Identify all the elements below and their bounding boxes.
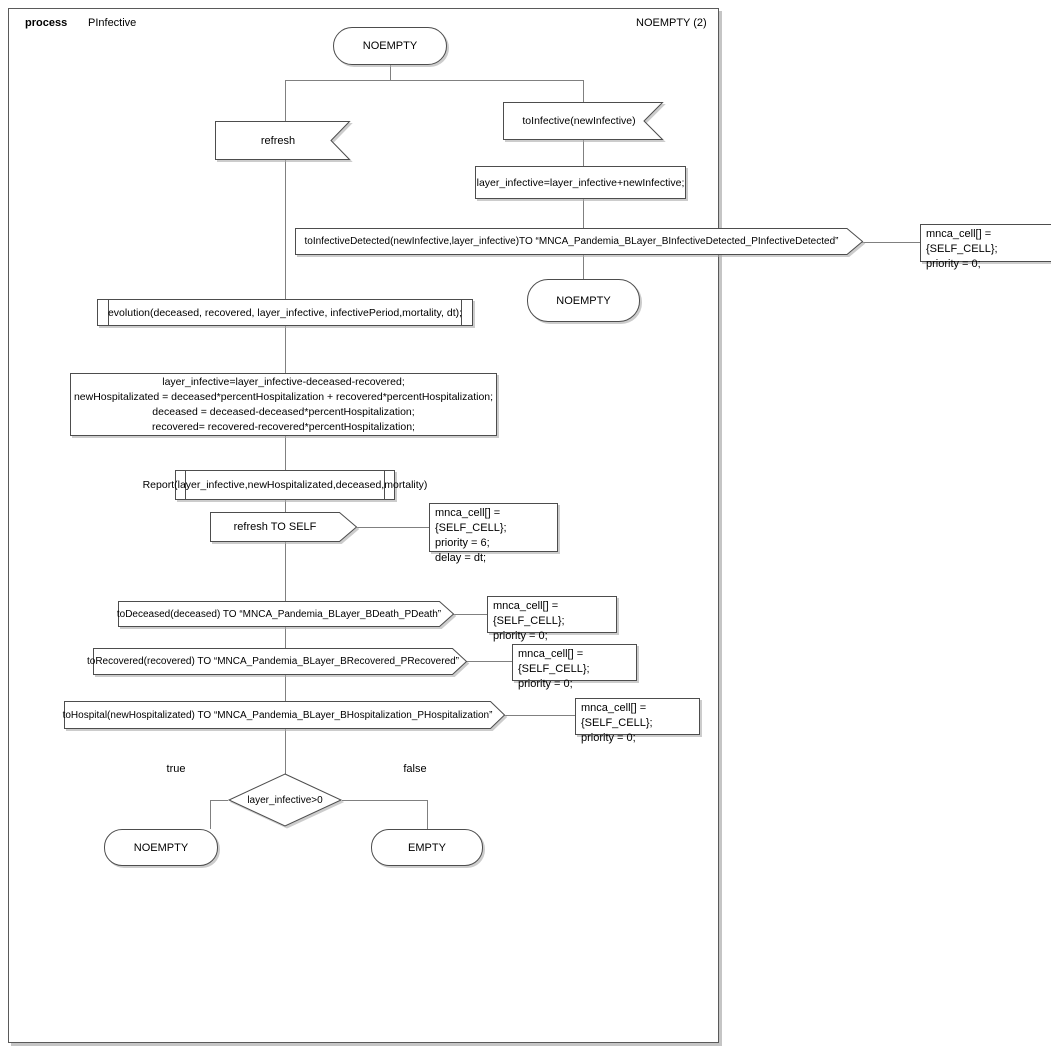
diagram-frame (8, 8, 719, 1043)
assign-newinfective-label: layer_infective=layer_infective+newInfective; (476, 176, 685, 189)
annotation-deceased[interactable] (487, 596, 617, 642)
connector-line (427, 800, 428, 829)
annotation-line: priority = 6; (435, 537, 490, 549)
annotation-line: mnca_cell[] = {SELF_CELL}; (435, 507, 507, 534)
annotation-recovered[interactable] (512, 644, 637, 690)
evolution-call-label: evolution(deceased, recovered, layer_infective, infectivePeriod,mortality, dt); (107, 306, 463, 319)
end-state-noempty-label: NOEMPTY (133, 841, 189, 854)
connector-line (285, 729, 286, 774)
update-statements-box[interactable] (70, 373, 497, 436)
connector-line (285, 436, 286, 470)
start-state-node[interactable] (333, 27, 447, 65)
update-statement: newHospitalizated = deceased*percentHospitalization + recovered*percentHospitalization; (73, 390, 494, 403)
connector-line (861, 242, 920, 243)
annotation-line: delay = dt; (435, 552, 487, 564)
connector-line (285, 542, 286, 601)
end-state-empty-label: EMPTY (408, 841, 446, 854)
process-keyword-label: process (25, 17, 68, 29)
update-statement: recovered= recovered-recovered*percentHospitalization; (152, 420, 415, 433)
connector-line (210, 800, 228, 801)
branch-true-label: true (166, 763, 186, 775)
connector-line (285, 80, 583, 81)
connector-line (285, 160, 286, 300)
connector-line (583, 255, 584, 279)
start-state-label: NOEMPTY (362, 40, 418, 52)
connector-line (285, 627, 286, 648)
send-tohospital-label: toHospital(newHospitalizated) TO “MNCA_Pandemia_BLayer_BHospitalization_PHospitalization” (62, 709, 493, 721)
process-name-label: PInfective (88, 17, 137, 29)
annotation-line: priority = 0; (926, 258, 981, 270)
end-state-noempty-node[interactable] (104, 829, 218, 866)
connector-line (466, 661, 512, 662)
annotation-line: priority = 0; (581, 732, 636, 744)
connector-line (583, 140, 584, 166)
send-toinfectivedetected-label: toInfectiveDetected(newInfective,layer_infective)TO “MNCA_Pandemia_BLayer_BInfectiveDetected_PInfectiveDetected” (304, 236, 839, 247)
update-statement: layer_infective=layer_infective-deceased-recovered; (162, 375, 405, 388)
connector-line (504, 715, 575, 716)
connector-line (285, 326, 286, 373)
annotation-line: mnca_cell[] = {SELF_CELL}; (926, 228, 998, 255)
annotation-line: mnca_cell[] = {SELF_CELL}; (518, 648, 590, 675)
connector-line (342, 800, 427, 801)
state-noempty-label: NOEMPTY (556, 294, 611, 307)
connector-line (583, 199, 584, 228)
connector-line (285, 80, 286, 121)
send-torecovered-label: toRecovered(recovered) TO “MNCA_Pandemia_BLayer_BRecovered_PRecovered” (86, 656, 460, 667)
receive-toinfective-label: toInfective(newInfective) (522, 115, 636, 127)
annotation-hospital[interactable] (575, 698, 700, 744)
connector-line (285, 675, 286, 701)
decision-label: layer_infective>0 (247, 794, 323, 806)
annotation-line: mnca_cell[] = {SELF_CELL}; (581, 702, 653, 729)
annotation-line: mnca_cell[] = {SELF_CELL}; (493, 600, 565, 627)
page-title: NOEMPTY (2) (636, 17, 707, 29)
connector-line (583, 80, 584, 102)
refresh-to-self-label: refresh TO SELF (233, 521, 317, 533)
branch-false-label: false (403, 763, 427, 775)
state-noempty-node[interactable] (527, 279, 640, 322)
end-state-empty-node[interactable] (371, 829, 483, 866)
connector-line (453, 614, 487, 615)
annotation-line: priority = 0; (518, 678, 573, 690)
connector-line (210, 800, 211, 829)
annotation-refresh-self[interactable] (429, 503, 558, 564)
update-statement: deceased = deceased-deceased*percentHospitalization; (152, 405, 415, 418)
connector-line (357, 527, 429, 528)
send-todeceased-label: toDeceased(deceased) TO “MNCA_Pandemia_BLayer_BDeath_PDeath” (116, 608, 442, 620)
annotation-line: priority = 0; (493, 630, 548, 642)
connector-line (390, 64, 391, 80)
connector-line (285, 500, 286, 512)
report-call-label: Report(layer_infective,newHospitalizated,deceased,mortality) (142, 479, 428, 491)
annotation-infective-detected[interactable] (920, 224, 1051, 270)
refresh-signal-label: refresh (260, 134, 296, 147)
